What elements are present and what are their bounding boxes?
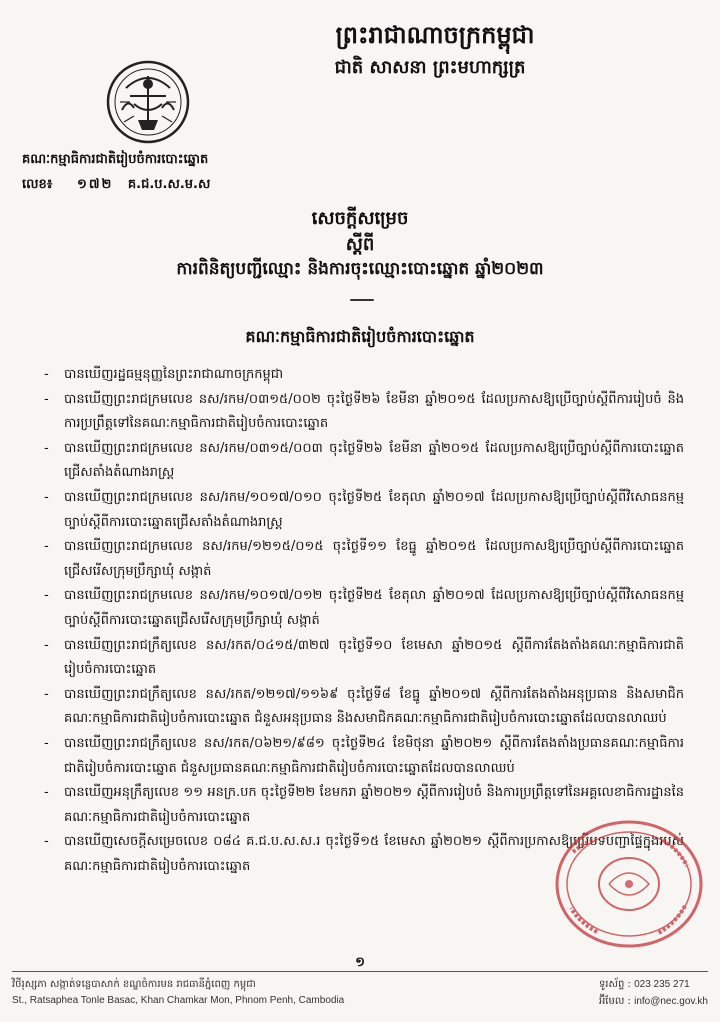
list-item: - បានឃើញព្រះរាជក្រមលេខ នស/រកម/១០១៧/០១២ ចុះថ្ងៃទី២៥ ខែតុលា ឆ្នាំ២០១៧ ដែលប្រកាសឱ្យប្រើច្បាប់ស្តីពីវិសោធនកម្មច្បាប់ស្តីពីការបោះឆ្នោតជ្រើសរើសក្រុមប្រឹក្សាឃុំ សង្កាត់ — [44, 584, 684, 633]
committee-heading: គណៈកម្មាធិការជាតិរៀបចំការបោះឆ្នោត — [245, 327, 475, 346]
footer-address-km: វិថីរុស្សភា សង្កាត់ទន្លេបាសាក់ ខណ្ឌចំការមន រាជធានីភ្នំពេញ កម្ពុជា — [12, 979, 256, 990]
footer-address-en: St., Ratsaphea Tonle Basac, Khan Chamkar Mon, Phnom Penh, Cambodia — [12, 995, 345, 1006]
email-label: អ៊ីមែល : — [598, 996, 631, 1007]
list-item: - បានឃើញព្រះរាជក្រមលេខ នស/រកម/០៣១៥/០០២ ចុះថ្ងៃទី២៦ ខែមីនា ឆ្នាំ២០១៥ ដែលប្រកាសឱ្យប្រើច្បាប់ស្តីពីការរៀបចំ និងការប្រព្រឹត្តទៅនៃគណៈកម្មាធិការជាតិរៀបចំការបោះឆ្នោត — [44, 388, 684, 437]
list-item: - បានឃើញព្រះរាជក្រមលេខ នស/រកម/១២១៥/០១៥ ចុះថ្ងៃទី១១ ខែធ្នូ ឆ្នាំ២០១៥ ដែលប្រកាសឱ្យប្រើច្បាប់ស្តីពីការបោះឆ្នោតជ្រើសរើសក្រុមប្រឹក្សាឃុំ សង្កាត់ — [44, 535, 684, 584]
reference-number — [22, 176, 210, 195]
reference-label: លេខ៖ — [22, 177, 53, 192]
list-item: - បានឃើញអនុក្រឹត្យលេខ ១១ អនក្រ.បក ចុះថ្ងៃទី២២ ខែមករា ឆ្នាំ២០២១ ស្តីពីការរៀបចំ និងការប្រព្រឹត្តទៅនៃអគ្គលេខាធិការដ្ឋាននៃគណៈកម្មាធិការជាតិរៀបចំការបោះឆ្នោត — [44, 781, 684, 830]
reference-value: ១៧២ — [77, 177, 114, 192]
decision-title: សេចក្តីសម្រេច — [311, 208, 409, 229]
list-item: - បានឃើញសេចក្តីសម្រេចលេខ ០៨៤ គ.ជ.ប.ស.ស.រ ចុះថ្ងៃទី១៥ ខែមេសា ឆ្នាំ២០២១ ស្តីពីការប្រកាសឱ្យប្រើបទបញ្ជាផ្ទៃក្នុងរបស់គណៈកម្មាធិការជាតិរៀបចំការបោះឆ្នោត — [44, 830, 684, 879]
page-number: ១ — [355, 955, 365, 970]
list-item: - បានឃើញព្រះរាជក្រមលេខ នស/រកម/១០១៧/០១០ ចុះថ្ងៃទី២៥ ខែតុលា ឆ្នាំ២០១៧ ដែលប្រកាសឱ្យប្រើច្បាប់ស្តីពីវិសោធនកម្មច្បាប់ស្តីពីការបោះឆ្នោតជ្រើសតាំងតំណាងរាស្ត្រ — [44, 486, 684, 535]
reference-code: គ.ជ.ប.ស.ម.ស — [127, 177, 211, 192]
list-item: - បានឃើញរដ្ឋធម្មនុញ្ញនៃព្រះរាជាណាចក្រកម្ពុជា — [44, 363, 684, 388]
list-item: - បានឃើញព្រះរាជក្រឹត្យលេខ នស/រកត/០៤១៥/៣២៧ ចុះថ្ងៃទី១០ ខែមេសា ឆ្នាំ២០១៥ ស្តីពីការតែងតាំងគណៈកម្មាធិការជាតិរៀបចំការបោះឆ្នោត — [44, 634, 684, 683]
nec-seal-icon — [104, 58, 192, 148]
footer-divider — [12, 971, 708, 972]
phone-number: 023 235 271 — [634, 979, 690, 990]
national-motto: ជាតិ សាសនា ព្រះមហាក្សត្រ — [334, 57, 526, 78]
issuing-organization: គណៈកម្មាធិការជាតិរៀបចំការបោះឆ្នោត — [22, 152, 209, 167]
list-item: - បានឃើញព្រះរាជក្រឹត្យលេខ នស/រកត/០៦២១/៩៨១ ចុះថ្ងៃទី២៤ ខែមិថុនា ឆ្នាំ២០២១ ស្តីពីការតែងតាំងប្រធានគណៈកម្មាធិការជាតិរៀបចំការបោះឆ្នោត ជំនួសប្រធានគណៈកម្មាធិការជាតិរៀបចំការបោះឆ្នោតដែលបានលាឈប់ — [44, 732, 684, 781]
kingdom-heading: ព្រះរាជាណាចក្រកម្ពុជា — [335, 20, 535, 49]
title-divider — [350, 299, 374, 301]
phone-label: ទូរស័ព្ទ : — [598, 979, 631, 990]
footer-contact — [599, 976, 708, 1010]
list-item: - បានឃើញព្រះរាជក្រឹត្យលេខ នស/រកត/១២១៧/១១៦៩ ចុះថ្ងៃទី៨ ខែធ្នូ ឆ្នាំ២០១៧ ស្តីពីការតែងតាំងអនុប្រធាន និងសមាជិកគណៈកម្មាធិការជាតិរៀបចំការបោះឆ្នោត ជំនួសអនុប្រធាន និងសមាជិកគណៈកម្មាធិការជាតិរៀបចំការបោះឆ្នោតដែលបានលាឈប់ — [44, 683, 684, 732]
email-address: info@nec.gov.kh — [634, 996, 708, 1007]
title-about: ស្តីពី — [345, 234, 375, 255]
legal-basis-list — [44, 363, 684, 879]
list-item: - បានឃើញព្រះរាជក្រមលេខ នស/រកម/០៣១៥/០០៣ ចុះថ្ងៃទី២៦ ខែមីនា ឆ្នាំ២០១៥ ដែលប្រកាសឱ្យប្រើច្បាប់ស្តីពីការបោះឆ្នោតជ្រើសតាំងតំណាងរាស្ត្រ — [44, 437, 684, 486]
title-subject: ការពិនិត្យបញ្ជីឈ្មោះ និងការចុះឈ្មោះបោះឆ្នោត ឆ្នាំ២០២៣ — [176, 259, 544, 279]
